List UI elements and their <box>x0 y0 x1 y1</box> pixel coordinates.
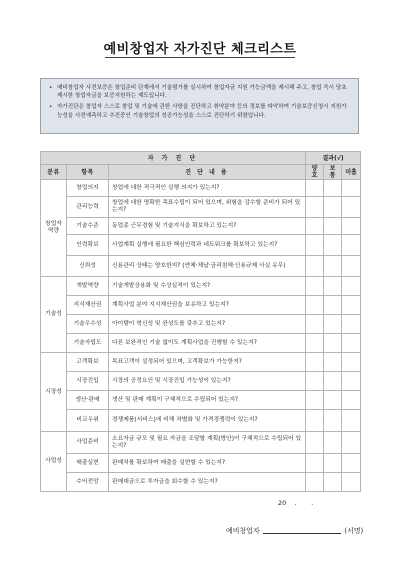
good-checkbox[interactable] <box>306 296 324 315</box>
item-cell: 수익전망 <box>67 473 109 492</box>
item-cell: 관리능력 <box>67 197 109 218</box>
signature-line <box>226 526 363 536</box>
good-checkbox[interactable] <box>306 410 324 432</box>
poor-checkbox[interactable] <box>342 235 361 256</box>
item-cell: 매출실현 <box>67 454 109 473</box>
poor-checkbox[interactable] <box>342 410 361 432</box>
notice-text: 자가진단은 창업자 스스로 창업 및 기술에 관한 사항을 진단하고 취약분야 등의 정보를 파악하여 기술보증신청시 지원가능성을 사전예측하고 추진중인 기술창업의 성공가능성을 스스로 진단하기 위함입니다. <box>57 104 347 119</box>
poor-checkbox[interactable] <box>342 473 361 492</box>
normal-checkbox[interactable] <box>324 277 342 296</box>
poor-checkbox[interactable] <box>342 391 361 410</box>
bullet-icon: • <box>49 104 53 111</box>
good-checkbox[interactable] <box>306 353 324 372</box>
header-item: 항목 <box>67 165 109 180</box>
poor-checkbox[interactable] <box>342 218 361 235</box>
signer-label: 예비창업자 <box>226 527 260 535</box>
table-row <box>41 391 361 410</box>
normal-checkbox[interactable] <box>324 334 342 353</box>
checklist-table <box>40 151 361 492</box>
item-cell: 지식재산권 <box>67 296 109 315</box>
normal-checkbox[interactable] <box>324 410 342 432</box>
question-cell: 경쟁제품(서비스)에 비해 차별화 및 가격경쟁력이 있는지? <box>109 410 306 432</box>
poor-checkbox[interactable] <box>342 372 361 391</box>
question-cell: 목표고객이 설정되어 있으며, 고객확보가 가능한지? <box>109 353 306 372</box>
poor-checkbox[interactable] <box>342 353 361 372</box>
date-line: 20 . . <box>278 499 314 507</box>
category-cell: 창업자 역량 <box>41 180 67 277</box>
poor-checkbox[interactable] <box>342 315 361 334</box>
normal-checkbox[interactable] <box>324 454 342 473</box>
good-checkbox[interactable] <box>306 180 324 197</box>
poor-checkbox[interactable] <box>342 256 361 277</box>
header-poor: 미흡 <box>342 165 361 180</box>
good-checkbox[interactable] <box>306 372 324 391</box>
table-row <box>41 454 361 473</box>
title-underline <box>105 57 295 58</box>
signature-field[interactable] <box>263 533 341 534</box>
good-checkbox[interactable] <box>306 197 324 218</box>
table-row <box>41 353 361 372</box>
poor-checkbox[interactable] <box>342 296 361 315</box>
item-cell: 고객확보 <box>67 353 109 372</box>
table-row <box>41 180 361 197</box>
header-content: 진 단 내 용 <box>109 165 306 180</box>
header-row-top <box>41 152 361 165</box>
table-row <box>41 432 361 454</box>
item-cell: 사업준비 <box>67 432 109 454</box>
question-cell: 계획사업 분야 지식재산권을 보유하고 있는지? <box>109 296 306 315</box>
category-cell: 시장성 <box>41 353 67 432</box>
normal-checkbox[interactable] <box>324 372 342 391</box>
normal-checkbox[interactable] <box>324 391 342 410</box>
question-cell: 판매대금으로 투자금을 회수할 수 있는지? <box>109 473 306 492</box>
table-row <box>41 334 361 353</box>
table-row <box>41 256 361 277</box>
header-result: 결과(√) <box>306 152 361 165</box>
item-cell: 창업의지 <box>67 180 109 197</box>
item-cell: 신뢰성 <box>67 256 109 277</box>
table-row <box>41 197 361 218</box>
poor-checkbox[interactable] <box>342 334 361 353</box>
document-title: 예비창업자 자가진단 체크리스트 <box>103 42 297 57</box>
normal-checkbox[interactable] <box>324 218 342 235</box>
table-row <box>41 372 361 391</box>
good-checkbox[interactable] <box>306 218 324 235</box>
normal-checkbox[interactable] <box>324 256 342 277</box>
question-cell: 소요자금 규모 및 필요 자금을 조달할 계획(방안)이 구체적으로 수립되어 있는지? <box>109 432 306 454</box>
header-self-diagnosis: 자 가 진 단 <box>41 152 306 165</box>
normal-checkbox[interactable] <box>324 180 342 197</box>
table-row <box>41 315 361 334</box>
question-cell: 창업에 대한 명확한 목표수립이 되어 있으며, 위험을 감수할 준비가 되어 있는지? <box>109 197 306 218</box>
question-cell: 시장의 공정요인 및 시장진입 가능성이 있는지? <box>109 372 306 391</box>
good-checkbox[interactable] <box>306 454 324 473</box>
normal-checkbox[interactable] <box>324 296 342 315</box>
table-row <box>41 410 361 432</box>
notice-item <box>49 103 352 119</box>
notice-item <box>49 84 352 100</box>
header-good: 양호 <box>306 165 324 180</box>
item-cell: 기술수준 <box>67 218 109 235</box>
header-row-columns <box>41 165 361 180</box>
normal-checkbox[interactable] <box>324 197 342 218</box>
question-cell: 생산 및 판매 계획이 구체적으로 수립되어 있는지? <box>109 391 306 410</box>
good-checkbox[interactable] <box>306 334 324 353</box>
good-checkbox[interactable] <box>306 277 324 296</box>
bullet-icon: • <box>49 85 53 91</box>
question-cell: 신용관리 상태는 양호한지? (연체·체납·금리침해·신용규제 사실 유무) <box>109 256 306 277</box>
question-cell: 창업에 대한 적극적인 실행 의지가 있는지? <box>109 180 306 197</box>
good-checkbox[interactable] <box>306 473 324 492</box>
normal-checkbox[interactable] <box>324 235 342 256</box>
normal-checkbox[interactable] <box>324 432 342 454</box>
item-cell: 생산·판매 <box>67 391 109 410</box>
poor-checkbox[interactable] <box>342 180 361 197</box>
notice-box <box>40 78 359 134</box>
question-cell: 판매처를 확보하여 매출을 실현할 수 있는지? <box>109 454 306 473</box>
item-cell: 인력확보 <box>67 235 109 256</box>
good-checkbox[interactable] <box>306 235 324 256</box>
normal-checkbox[interactable] <box>324 353 342 372</box>
category-cell: 사업성 <box>41 432 67 492</box>
item-cell: 개발역량 <box>67 277 109 296</box>
item-cell: 비교우위 <box>67 410 109 432</box>
question-cell: 다른 보완적인 기술 없이도 계획사업을 진행할 수 있는지? <box>109 334 306 353</box>
good-checkbox[interactable] <box>306 391 324 410</box>
poor-checkbox[interactable] <box>342 277 361 296</box>
question-cell: 아이템이 혁신성 및 완성도를 갖추고 있는지? <box>109 315 306 334</box>
poor-checkbox[interactable] <box>342 197 361 218</box>
poor-checkbox[interactable] <box>342 432 361 454</box>
normal-checkbox[interactable] <box>324 473 342 492</box>
good-checkbox[interactable] <box>306 432 324 454</box>
header-normal: 보통 <box>324 165 342 180</box>
table-row <box>41 296 361 315</box>
normal-checkbox[interactable] <box>324 315 342 334</box>
notice-text: 예비창업자 사전보증은 창업준비 단계에서 기술평가를 실시하여 창업자금 지원 가능금액을 제시해 주고, 창업 즉시 당초 제시한 창업자금을 보증지원하는 제도입니다. <box>57 85 347 100</box>
question-cell: 기술개발상용화 및 수상실적이 있는지? <box>109 277 306 296</box>
poor-checkbox[interactable] <box>342 454 361 473</box>
good-checkbox[interactable] <box>306 256 324 277</box>
table-row <box>41 277 361 296</box>
item-cell: 시장진입 <box>67 372 109 391</box>
signature-suffix: (서명) <box>344 527 364 535</box>
header-category: 분류 <box>41 165 67 180</box>
good-checkbox[interactable] <box>306 315 324 334</box>
table-row <box>41 235 361 256</box>
table-row <box>41 473 361 492</box>
question-cell: 사업계획 실행에 필요한 핵심인력과 네트워크를 확보하고 있는지? <box>109 235 306 256</box>
item-cell: 기술우수성 <box>67 315 109 334</box>
table-row <box>41 218 361 235</box>
question-cell: 동업종 근무경험 및 기술지식을 확보하고 있는지? <box>109 218 306 235</box>
item-cell: 기술자립도 <box>67 334 109 353</box>
category-cell: 기술성 <box>41 277 67 353</box>
